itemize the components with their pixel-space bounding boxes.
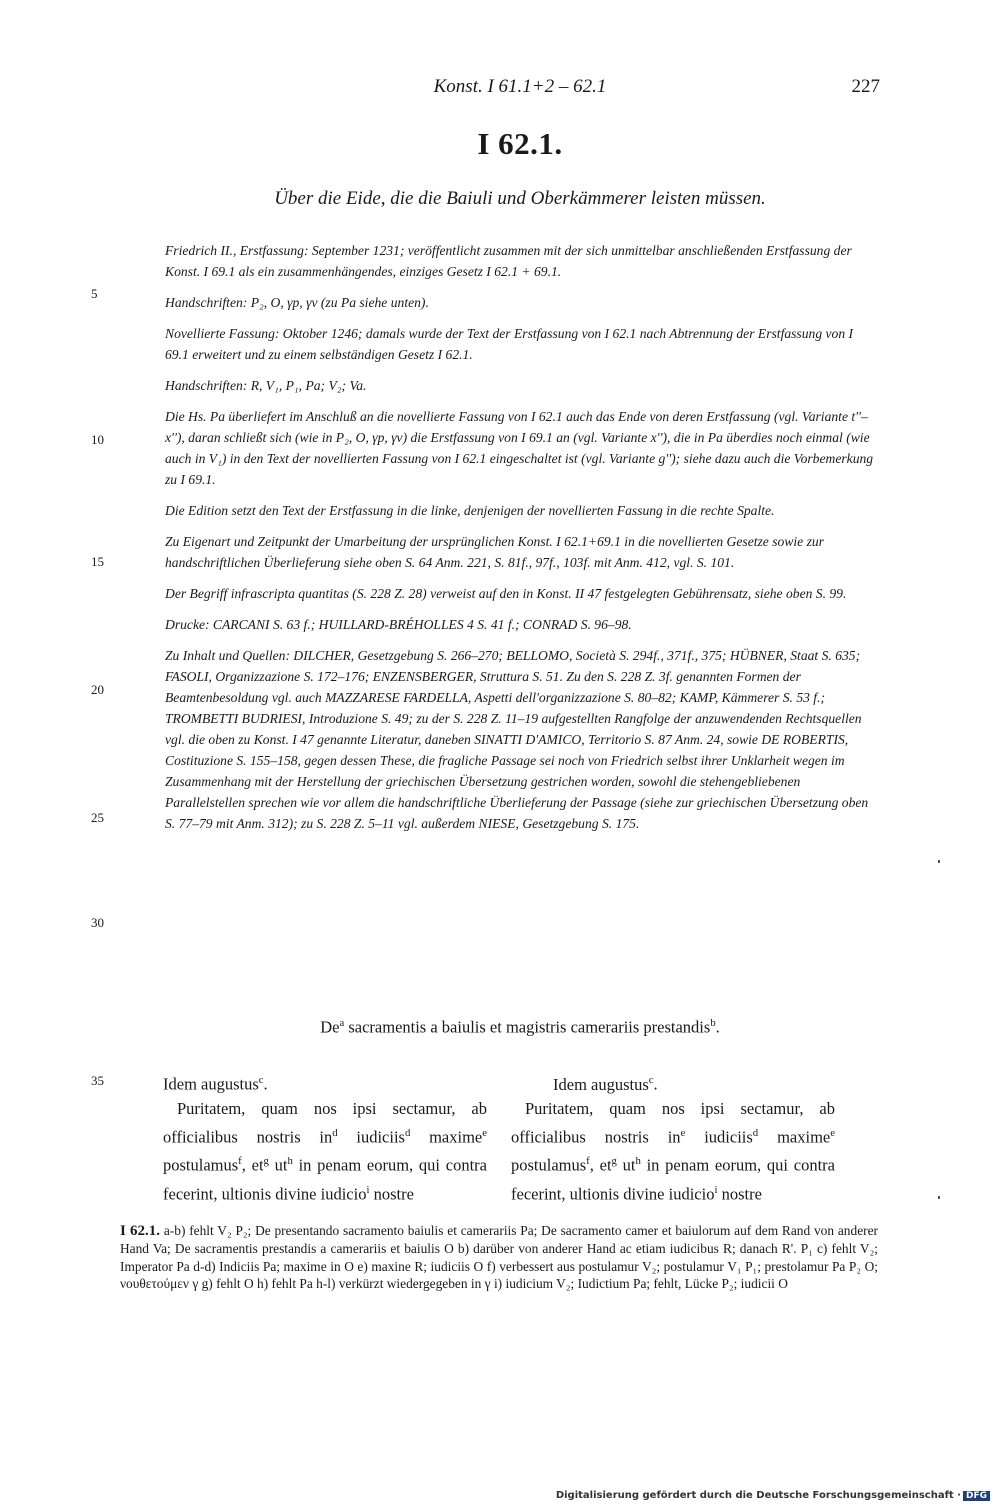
column-text: Puritatem, quam nos ipsi sectamur, ab officialibus nostris $in^d$ iudiciis$^d$ maxime$^e$ postulamus$^f$, $et^g$ $ut^h$ in penam eorum, qui contra fecerint, ultionis divine iudicio$^i$ nostre — [163, 1098, 487, 1203]
line-number: 35 — [91, 1073, 104, 1088]
rubric-text: De — [320, 1017, 340, 1037]
line-number: 5 — [91, 286, 98, 301]
running-title: Konst. I 61.1+2 – 62.1 — [433, 76, 607, 97]
law-number: I 62.1. — [477, 126, 563, 161]
rubric-text: sacramentis a baiulis et magistris camerariis prestandis — [344, 1017, 711, 1037]
intro-paragraph: Der Begriff infrascripta quantitas (S. 228 Z. 28) verweist auf den in Konst. II 47 festgelegten Gebührensatz, siehe oben S. 99. — [165, 586, 847, 601]
introduction — [165, 240, 877, 844]
rubric — [160, 1017, 880, 1038]
intro-paragraph: Zu Inhalt und Quellen: DILCHER, Gesetzgebung S. 266–270; BELLOMO, Società S. 294f., 371f., 375; HÜBNER, Staat S. 635; FASOLI, Organizzazione S. 172–176; ENZENSBERGER, Struttura S. 51. Zu den S. 228 Z. 3f. genannten Formen der Beamtenbesoldung vgl. auch MAZZARESE FARDELLA, Aspetti dell'organizzazione S. 80–82; KAMP, Kämmerer S. 53 f.; TROMBETTI BUDRIESI, Introduzione S. 49; zu der S. 228 Z. 11–19 aufgestellten Rangfolge der anzuwendenden Rechtsquellen vgl. die oben zu Konst. I 47 genannte Literatur, daneben SINATTI D'AMICO, Territorio S. 87 Anm. 24, sowie DE ROBERTIS, Costituzione S. 155–158, gegen dessen These, die fragliche Passage sei noch von Friedrich selbst ihrer Unklarheit wegen im Zusammenhang mit der Herstellung der griechischen Übersetzung gestrichen worden, sowohl die stehengebliebenen Parallelstellen sprechen wie vor allem die handschriftliche Überlieferung der Passage (siehe zur griechischen Übersetzung oben S. 77–79 mit Anm. 312); zu S. 228 Z. 5–11 vgl. außerdem NIESE, Gesetzgebung S. 175. — [165, 648, 869, 831]
footer-text: Digitalisierung gefördert durch die Deutsche Forschungsgemeinschaft · — [555, 1490, 961, 1501]
critical-apparatus — [120, 1222, 878, 1293]
right-column-revised-version — [511, 1068, 835, 1206]
rubric-text: . — [715, 1017, 720, 1037]
intro-paragraph: Die Hs. Pa überliefert im Anschluß an die novellierte Fassung von I 62.1 auch das Ende von deren Erstfassung (vgl. Variante t''–x''), daran schließt sich (wie in P₂, O, γp, γv) die Erstfassung von I 69.1 an (vgl. Variante x''), die in Pa überdies noch einmal (wie auch in V₁) in den Text der novellierten Fassung von I 62.1 eingeschaltet ist (vgl. Variante g''); siehe dazu auch die Vorbemerkung zu I 69.1. — [165, 409, 874, 487]
column-inscription: Idem augustus$^c$. — [163, 1074, 268, 1094]
line-number: 25 — [91, 810, 104, 825]
scan-edge-mark — [938, 860, 940, 863]
page-number: 227 — [851, 76, 880, 97]
intro-paragraph: Die Edition setzt den Text der Erstfassung in die linke, denjenigen der novellierten Fassung in die rechte Spalte. — [165, 503, 775, 518]
left-column-first-version — [163, 1068, 487, 1206]
column-inscription: Idem augustus$^c$. — [553, 1074, 658, 1094]
apparatus-label: I 62.1. — [120, 1223, 161, 1239]
line-number: 20 — [91, 682, 104, 697]
column-text: Puritatem, quam nos ipsi sectamur, ab officialibus nostris $in^e$ iudiciis$^d$ maxime$^e$ postulamus$^f$, $et^g$ $ut^h$ in penam eorum, qui contra fecerint, ultionis divine iudicio$^i$ nostre — [511, 1098, 835, 1203]
variant-mark: b — [710, 1017, 716, 1029]
intro-paragraph: Zu Eigenart und Zeitpunkt der Umarbeitung der ursprünglichen Konst. I 62.1+69.1 in die novellierten Gesetze sowie zur handschriftlichen Überlieferung siehe oben S. 64 Anm. 221, S. 81f., 97f., 103f. mit Anm. 412, vgl. S. 101. — [165, 534, 824, 570]
intro-paragraph: Novellierte Fassung: Oktober 1246; damals wurde der Text der Erstfassung von I 62.1 nach Abtrennung der Erstfassung von I 69.1 erweitert und zu einem selbständigen Gesetz I 62.1. — [165, 326, 854, 362]
line-number: 30 — [91, 915, 104, 930]
intro-paragraph: Drucke: CARCANI S. 63 f.; HUILLARD-BRÉHOLLES 4 S. 41 f.; CONRAD S. 96–98. — [165, 617, 632, 632]
variant-mark: a — [339, 1017, 345, 1029]
intro-paragraph: Friedrich II., Erstfassung: September 1231; veröffentlicht zusammen mit der sich unmittelbar anschließenden Erstfassung der Konst. I 69.1 als ein zusammenhängendes, einziges Gesetz I 62.1 + 69.1. — [165, 243, 852, 279]
digitization-footer — [556, 1490, 990, 1501]
dfg-logo: DFG — [963, 1491, 990, 1501]
line-number: 15 — [91, 554, 104, 569]
law-heading: Über die Eide, die die Baiuli und Oberkämmerer leisten müssen. — [274, 188, 766, 209]
running-head — [160, 76, 880, 100]
apparatus-text: a-b) fehlt V₂ P₂; De presentando sacramento baiulis et camerariis Pa; De sacramento camer et baiulorum auf dem Rand von anderer Hand Va; De sacramentis prestandis a camerariis et baiulis O b) darüber von anderer Hand ac etiam iudicibus R; danach R'. P₁ c) fehlt V₂; Imperator Pa d-d) Indiciis Pa; maxime in O e) maxine R; iudiciis O f) verbessert aus postulamur V₂; postulamur V₁ P₁; prestolamur Pa P₂ O; νουθετούμεν γ g) fehlt O h) fehlt Pa h-l) verkürzt wiedergegeben in γ i) iudicium V₂; Iudictium Pa; fehlt, Lücke P₂; iudicii O — [120, 1223, 879, 1292]
line-number: 10 — [91, 432, 104, 447]
intro-paragraph: Handschriften: R, V₁, P₁, Pa; V₂; Va. — [165, 378, 367, 393]
intro-paragraph: Handschriften: P₂, O, γp, γv (zu Pa siehe unten). — [165, 295, 429, 310]
scan-edge-mark — [938, 1196, 940, 1199]
